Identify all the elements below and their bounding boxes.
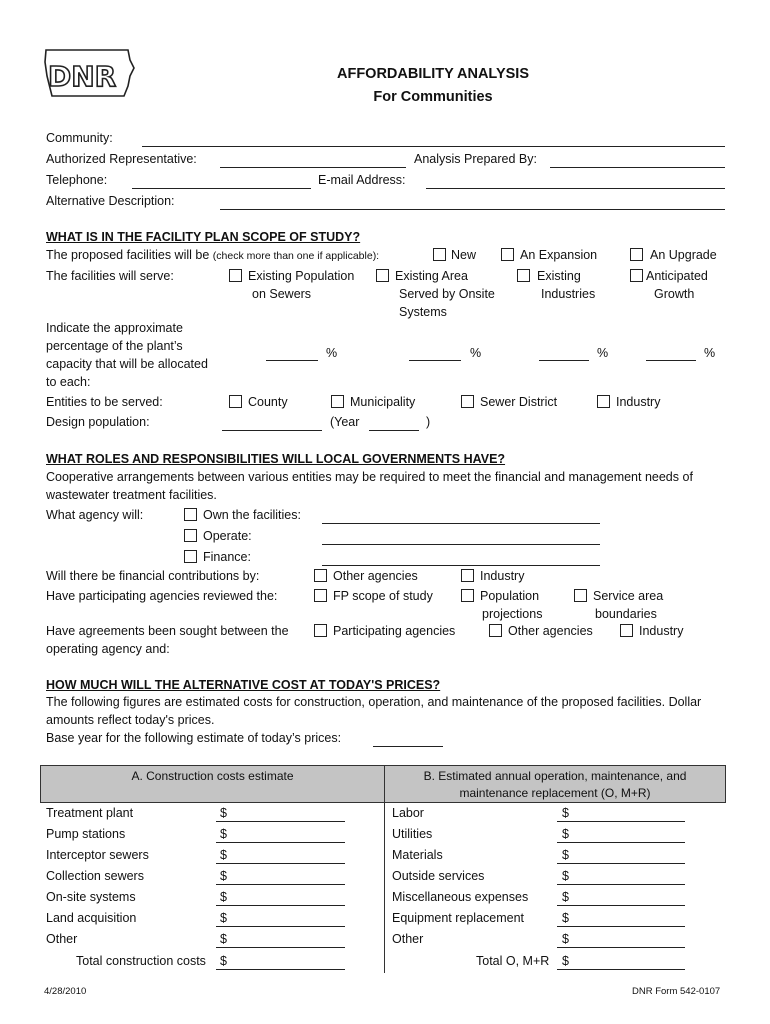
existing-industries-checkbox[interactable] <box>517 269 530 282</box>
dollar-sign: $ <box>220 954 227 968</box>
table-divider <box>384 803 385 973</box>
construction-costs-header <box>40 765 385 803</box>
total-a-field[interactable] <box>216 969 345 970</box>
dollar-sign: $ <box>220 932 227 946</box>
col-b-title-1: B. Estimated annual operation, maintenance, and <box>423 769 687 783</box>
dollar-sign: $ <box>562 890 569 904</box>
telephone-label: Telephone: <box>46 173 108 187</box>
page-subtitle: For Communities <box>373 89 493 105</box>
population-label: Population <box>480 589 540 603</box>
cost-a-field[interactable] <box>216 947 345 948</box>
dollar-sign: $ <box>220 911 227 925</box>
row-b-label: Utilities <box>392 827 433 841</box>
fp-scope-label: FP scope of study <box>333 589 433 603</box>
existing-population-label-2: on Sewers <box>252 287 312 301</box>
own-field[interactable] <box>322 523 600 524</box>
row-a-label: Interceptor sewers <box>46 848 149 862</box>
telephone-field[interactable] <box>132 188 311 189</box>
footer-date: 4/28/2010 <box>44 986 87 997</box>
roles-heading: WHAT ROLES AND RESPONSIBILITIES WILL LOCAL GOVERNMENTS HAVE? <box>46 452 506 466</box>
design-pop-field[interactable] <box>222 430 322 431</box>
agreements-label-1: Have agreements been sought between the <box>46 624 289 638</box>
existing-area-label-3: Systems <box>399 305 447 319</box>
cost-b-field[interactable] <box>557 821 685 822</box>
dollar-sign: $ <box>562 932 569 946</box>
row-a-label: Other <box>46 932 78 946</box>
row-a-label: On-site systems <box>46 890 136 904</box>
cost-a-field[interactable] <box>216 863 345 864</box>
percent-label-4: to each: <box>46 375 91 389</box>
percent-label-3: capacity that will be allocated <box>46 357 208 371</box>
row-a-label: Land acquisition <box>46 911 137 925</box>
dollar-sign: $ <box>562 806 569 820</box>
proposed-label: The proposed facilities will be (check more than one if applicable): <box>46 248 380 262</box>
dollar-sign: $ <box>220 806 227 820</box>
community-field[interactable] <box>142 146 725 147</box>
percent-sign: % <box>470 346 482 360</box>
upgrade-checkbox[interactable] <box>630 248 643 261</box>
new-option-label: New <box>451 248 477 262</box>
service-area-checkbox[interactable] <box>574 589 587 602</box>
agree-industry-label: Industry <box>639 624 684 638</box>
alt-description-field[interactable] <box>220 209 725 210</box>
design-pop-label: Design population: <box>46 415 150 429</box>
county-checkbox[interactable] <box>229 395 242 408</box>
fin-other-agencies-label: Other agencies <box>333 569 418 583</box>
total-b-label: Total O, M+R <box>476 954 550 968</box>
expansion-option-label: An Expansion <box>520 248 598 262</box>
agree-industry-checkbox[interactable] <box>620 624 633 637</box>
dollar-sign: $ <box>220 890 227 904</box>
row-b-label: Labor <box>392 806 424 820</box>
cost-b-field[interactable] <box>557 863 685 864</box>
anticipated-growth-checkbox[interactable] <box>630 269 643 282</box>
cost-b-field[interactable] <box>557 842 685 843</box>
projections-label: projections <box>482 607 543 621</box>
existing-population-label: Existing Population <box>248 269 355 283</box>
existing-area-label-2: Served by Onsite <box>399 287 495 301</box>
cost-a-field[interactable] <box>216 905 345 906</box>
authorized-rep-field[interactable] <box>220 167 406 168</box>
fp-scope-checkbox[interactable] <box>314 589 327 602</box>
total-b-field[interactable] <box>557 969 685 970</box>
fin-industry-checkbox[interactable] <box>461 569 474 582</box>
existing-area-checkbox[interactable] <box>376 269 389 282</box>
email-field[interactable] <box>426 188 725 189</box>
agree-other-agencies-label: Other agencies <box>508 624 593 638</box>
sewer-district-checkbox[interactable] <box>461 395 474 408</box>
cost-heading: HOW MUCH WILL THE ALTERNATIVE COST AT TODAY'S PRICES? <box>46 678 441 692</box>
existing-population-checkbox[interactable] <box>229 269 242 282</box>
row-a-label: Pump stations <box>46 827 126 841</box>
row-b-label: Miscellaneous expenses <box>392 890 529 904</box>
cost-b-field[interactable] <box>557 905 685 906</box>
logo-text: DNR <box>48 60 117 93</box>
percent-sign: % <box>597 346 609 360</box>
existing-industries-label-2: Industries <box>541 287 596 301</box>
cost-a-field[interactable] <box>216 884 345 885</box>
cost-a-field[interactable] <box>216 842 345 843</box>
dollar-sign: $ <box>220 848 227 862</box>
agree-participating-label: Participating agencies <box>333 624 456 638</box>
anticipated-growth-label-2: Growth <box>654 287 695 301</box>
agency-label: What agency will: <box>46 508 144 522</box>
sewer-district-label: Sewer District <box>480 395 558 409</box>
finance-label: Finance: <box>203 550 251 564</box>
dollar-sign: $ <box>562 827 569 841</box>
percent-field-2[interactable] <box>409 360 461 361</box>
agreements-label-2: operating agency and: <box>46 642 170 656</box>
year-close-label: ) <box>426 415 431 429</box>
finance-field[interactable] <box>322 565 600 566</box>
dollar-sign: $ <box>220 827 227 841</box>
expansion-checkbox[interactable] <box>501 248 514 261</box>
agree-participating-checkbox[interactable] <box>314 624 327 637</box>
own-checkbox[interactable] <box>184 508 197 521</box>
cost-intro-2: amounts reflect today's prices. <box>46 713 215 727</box>
page-title: AFFORDABILITY ANALYSIS <box>336 66 529 82</box>
prepared-by-label: Analysis Prepared By: <box>414 152 537 166</box>
cost-a-field[interactable] <box>216 821 345 822</box>
percent-field-3[interactable] <box>539 360 589 361</box>
col-b-title-2: maintenance replacement (O, M+R) <box>459 786 651 800</box>
base-year-field[interactable] <box>373 746 443 747</box>
year-open-label: (Year <box>330 415 360 429</box>
entities-label: Entities to be served: <box>46 395 163 409</box>
cost-a-field[interactable] <box>216 926 345 927</box>
email-label: E-mail Address: <box>318 173 406 187</box>
anticipated-growth-label: Anticipated <box>646 269 708 283</box>
cost-b-field[interactable] <box>557 884 685 885</box>
upgrade-option-label: An Upgrade <box>650 248 717 262</box>
row-b-label: Equipment replacement <box>392 911 525 925</box>
agree-other-agencies-checkbox[interactable] <box>489 624 502 637</box>
fin-industry-label: Industry <box>480 569 525 583</box>
finance-checkbox[interactable] <box>184 550 197 563</box>
dollar-sign: $ <box>562 954 569 968</box>
service-area-label: Service area <box>593 589 664 603</box>
roles-intro-2: wastewater treatment facilities. <box>46 488 217 502</box>
row-a-label: Collection sewers <box>46 869 144 883</box>
percent-sign: % <box>326 346 338 360</box>
row-b-label: Other <box>392 932 424 946</box>
existing-area-label: Existing Area <box>395 269 468 283</box>
serve-label: The facilities will serve: <box>46 269 174 283</box>
row-b-label: Outside services <box>392 869 485 883</box>
roles-intro-1: Cooperative arrangements between various entities may be required to meet the financial and management needs of <box>46 470 693 484</box>
total-a-label: Total construction costs <box>76 954 206 968</box>
base-year-label: Base year for the following estimate of today’s prices: <box>46 731 342 745</box>
dollar-sign: $ <box>562 911 569 925</box>
boundaries-label: boundaries <box>595 607 657 621</box>
prepared-by-field[interactable] <box>550 167 725 168</box>
existing-industries-label: Existing <box>537 269 581 283</box>
new-checkbox[interactable] <box>433 248 446 261</box>
municipality-label: Municipality <box>350 395 416 409</box>
fin-contrib-label: Will there be financial contributions by: <box>46 569 260 583</box>
row-b-label: Materials <box>392 848 443 862</box>
industry-checkbox[interactable] <box>597 395 610 408</box>
cost-b-field[interactable] <box>557 947 685 948</box>
community-label: Community: <box>46 131 113 145</box>
county-label: County <box>248 395 288 409</box>
cost-b-field[interactable] <box>557 926 685 927</box>
operate-checkbox[interactable] <box>184 529 197 542</box>
om-costs-header <box>384 765 726 803</box>
scope-heading: WHAT IS IN THE FACILITY PLAN SCOPE OF STUDY? <box>46 230 361 244</box>
cost-intro-1: The following figures are estimated costs for construction, operation, and maintenance of the proposed facilities. Dollar <box>46 695 702 709</box>
operate-label: Operate: <box>203 529 252 543</box>
dollar-sign: $ <box>220 869 227 883</box>
dollar-sign: $ <box>562 869 569 883</box>
industry-label: Industry <box>616 395 661 409</box>
authorized-rep-label: Authorized Representative: <box>46 152 197 166</box>
own-label: Own the facilities: <box>203 508 301 522</box>
percent-field-4[interactable] <box>646 360 696 361</box>
reviewed-label: Have participating agencies reviewed the: <box>46 589 278 603</box>
percent-label-1: Indicate the approximate <box>46 321 183 335</box>
dollar-sign: $ <box>562 848 569 862</box>
population-projections-checkbox[interactable] <box>461 589 474 602</box>
percent-field-1[interactable] <box>266 360 318 361</box>
percent-label-2: percentage of the plant’s <box>46 339 183 353</box>
fin-other-agencies-checkbox[interactable] <box>314 569 327 582</box>
alt-description-label: Alternative Description: <box>46 194 175 208</box>
operate-field[interactable] <box>322 544 600 545</box>
percent-sign: % <box>704 346 716 360</box>
municipality-checkbox[interactable] <box>331 395 344 408</box>
row-a-label: Treatment plant <box>46 806 134 820</box>
year-field[interactable] <box>369 430 419 431</box>
col-a-title: A. Construction costs estimate <box>131 769 294 783</box>
footer-form-number: DNR Form 542-0107 <box>632 986 721 997</box>
